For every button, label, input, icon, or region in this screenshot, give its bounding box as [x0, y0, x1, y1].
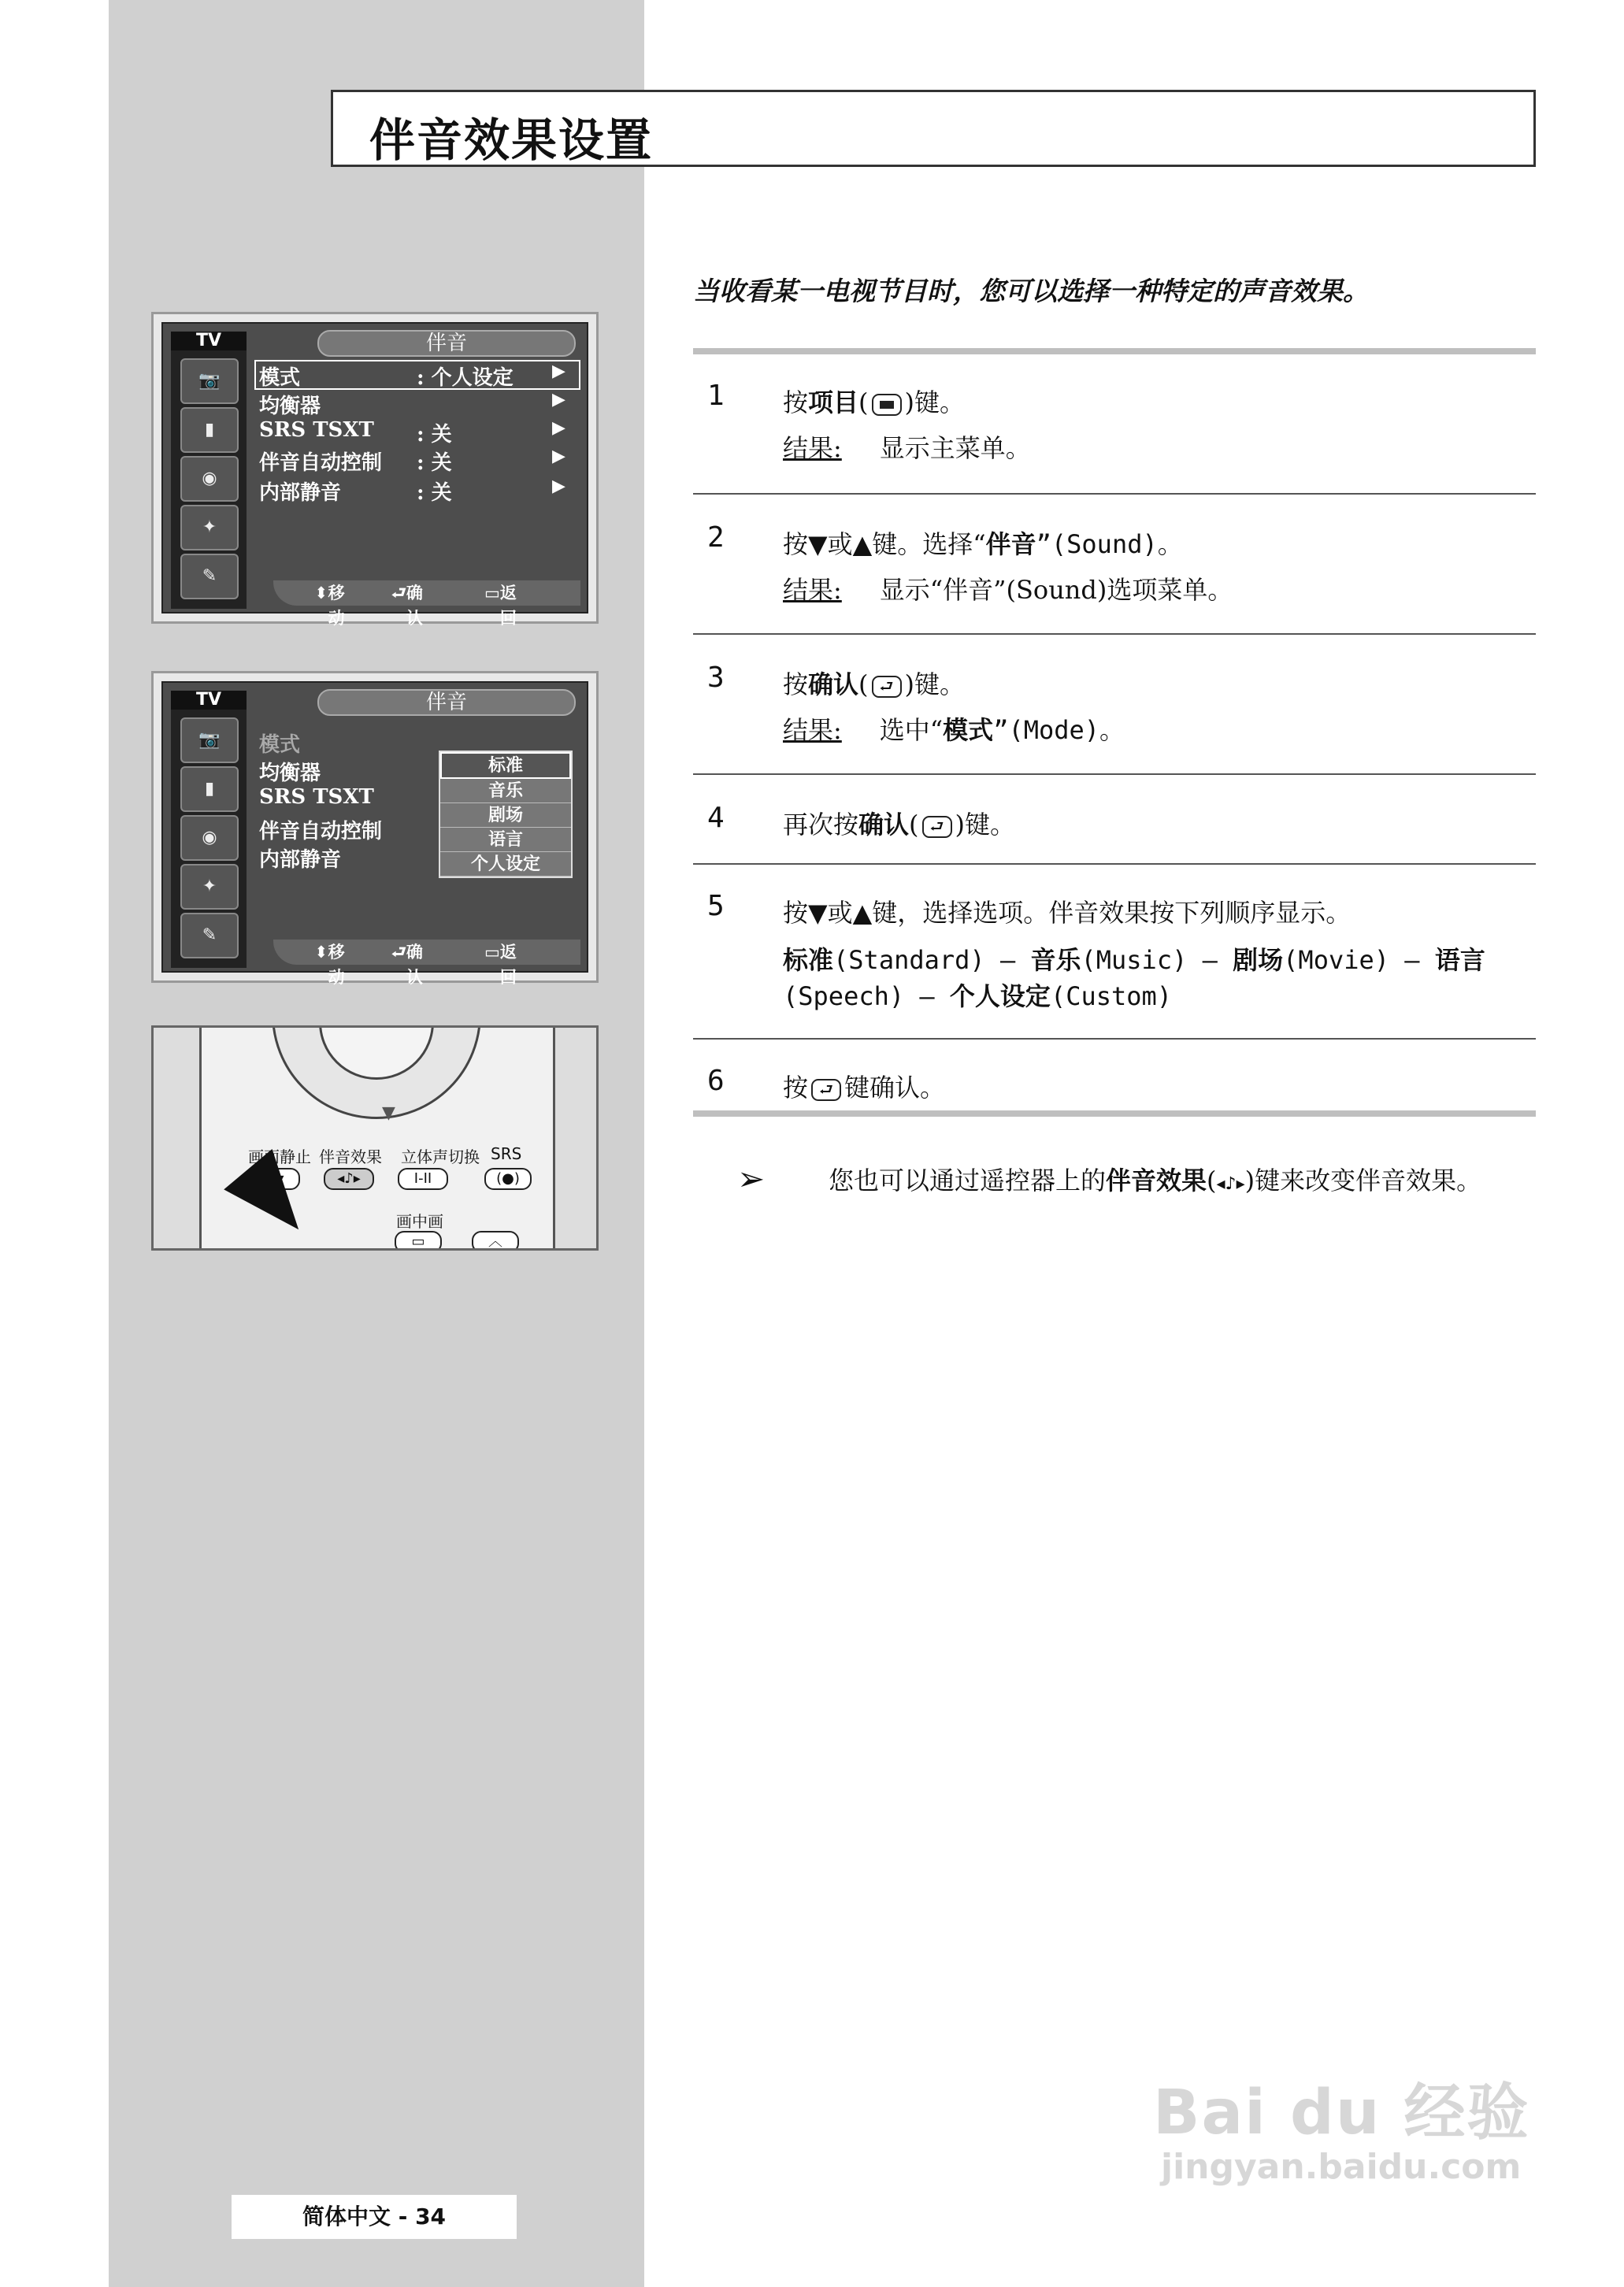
input-icon: ✎ [180, 913, 239, 958]
watermark-brand: Bai du 经验 [1153, 2078, 1530, 2148]
freeze-label: 画面静止 [248, 1147, 311, 1166]
tv-menu-item[interactable]: 伴音自动控制 : 关 ▶ [259, 447, 565, 475]
tv-menu-item[interactable]: SRS TSXT [259, 785, 374, 809]
tv-menu-item[interactable]: 内部静音 [259, 848, 342, 872]
tv-icon-column [171, 350, 247, 609]
watermark-url: jingyan.baidu.com [1161, 2147, 1522, 2187]
tv-menu-item[interactable]: 模式 [259, 733, 301, 757]
sound-icon: ▮ [180, 766, 239, 812]
tv-menu-item[interactable]: SRS TSXT : 关 ▶ [259, 418, 565, 447]
channel-icon: ◉ [180, 456, 239, 502]
tv-menu-item[interactable]: 模式 : 个人设定 ▶ [259, 361, 565, 390]
channel-icon: ◉ [180, 815, 239, 861]
sound-effect-label: 伴音效果 [319, 1147, 382, 1166]
tv-screen-sound-menu [151, 312, 599, 628]
up-button[interactable]: ︿ [472, 1231, 519, 1251]
srs-label: SRS [491, 1144, 522, 1163]
stereo-label: 立体声切换 [401, 1147, 480, 1166]
menu-key-icon [872, 394, 902, 416]
dropdown-option[interactable]: 语言 [440, 828, 571, 852]
tv-tab-label: TV [171, 691, 247, 710]
move-hint: ⬍ 移动 [314, 942, 345, 987]
tv-icon-column [171, 710, 247, 968]
baidu-watermark [1153, 2063, 1530, 2187]
enter-key-icon: ⮐ [811, 1079, 841, 1101]
tv-menu-item[interactable]: 均衡器 [259, 762, 321, 785]
remote-illustration [151, 1025, 599, 1251]
sound-effect-key-icon: ◂♪▸ [1216, 1174, 1245, 1194]
step-1-instruction: 按项目( )键。 [783, 387, 966, 417]
pip-label: 画中画 [396, 1212, 443, 1231]
title-box [331, 90, 1536, 167]
tv-tab-label: TV [171, 332, 247, 350]
step-3-result: 结果: 选中“模式”(Mode)。 [783, 715, 1125, 745]
step-5-sequence: 标准(Standard) – 音乐(Music) – 剧场(Movie) – 语言(Speech) – 个人设定(Custom) [783, 945, 1485, 1011]
enter-hint: ⮐ 确认 [391, 942, 423, 987]
mode-dropdown[interactable] [439, 751, 573, 878]
step-5-instruction: 按▼或▲键，选择选项。伴音效果按下列顺序显示。 [783, 898, 1351, 928]
note-arrow-icon: ➢ [737, 1159, 766, 1198]
step-1-result: 结果: 显示主菜单。 [783, 433, 1031, 463]
stereo-button[interactable]: I-II [398, 1168, 448, 1190]
back-hint: ▭ 返回 [484, 583, 517, 628]
picture-icon: 📷 [180, 358, 239, 404]
tv-menu-header: 伴音 [317, 689, 576, 716]
step-4-number: 4 [707, 802, 725, 834]
page-title: 伴音效果设置 [369, 113, 654, 167]
divider [693, 773, 1536, 775]
page-number: 简体中文 - 34 [232, 2195, 517, 2239]
note-text: 您也可以通过遥控器上的伴音效果(◂♪▸)键来改变伴音效果。 [829, 1166, 1482, 1195]
step-1-number: 1 [707, 380, 725, 412]
bottom-rule [693, 1110, 1536, 1117]
step-4-instruction: 再次按确认( ⮐ )键。 [783, 810, 1016, 840]
step-2-instruction: 按▼或▲键。选择“伴音”(Sound)。 [783, 529, 1183, 559]
tv-menu-item[interactable]: 伴音自动控制 [259, 820, 383, 843]
dropdown-option[interactable]: 音乐 [440, 779, 571, 803]
enter-key-icon: ⮐ [922, 816, 952, 838]
freeze-button[interactable]: ▾ [261, 1168, 300, 1190]
tv-screen-inner [161, 681, 588, 987]
step-2-result: 结果: 显示“伴音”(Sound)选项菜单。 [783, 575, 1233, 605]
sound-icon: ▮ [180, 407, 239, 453]
setup-icon: ✦ [180, 505, 239, 550]
down-arrow-icon: ▼ [382, 1103, 395, 1123]
step-3-number: 3 [707, 662, 725, 694]
tv-menu-item[interactable]: 内部静音 : 关 ▶ [259, 476, 565, 505]
srs-button[interactable]: (●) [484, 1168, 532, 1190]
dropdown-option[interactable]: 剧场 [440, 803, 571, 828]
step-6-instruction: 按 ⮐ 键确认。 [783, 1073, 946, 1103]
step-6-number: 6 [707, 1065, 725, 1097]
tv-footer [273, 940, 580, 987]
divider [693, 493, 1536, 495]
tv-menu-header: 伴音 [317, 330, 576, 357]
sound-effect-button[interactable]: ◂♪▸ [324, 1168, 374, 1190]
tv-footer [273, 580, 580, 628]
setup-icon: ✦ [180, 864, 239, 910]
divider [693, 633, 1536, 635]
intro-text: 当收看某一电视节目时，您可以选择一种特定的声音效果。 [693, 276, 1369, 306]
step-5-number: 5 [707, 890, 725, 922]
step-2-number: 2 [707, 521, 725, 554]
step-3-instruction: 按确认( ⮐ )键。 [783, 669, 966, 699]
pip-button[interactable]: ▭ [395, 1231, 442, 1251]
enter-hint: ⮐ 确认 [391, 583, 423, 628]
dropdown-option[interactable]: 个人设定 [440, 852, 571, 877]
tv-screen-mode-dropdown [151, 671, 599, 987]
tv-menu-item[interactable]: 均衡器 ▶ [259, 390, 565, 418]
enter-key-icon: ⮐ [872, 676, 902, 698]
input-icon: ✎ [180, 554, 239, 599]
move-hint: ⬍ 移动 [314, 583, 345, 628]
top-rule [693, 348, 1536, 354]
picture-icon: 📷 [180, 717, 239, 763]
divider [693, 863, 1536, 865]
dropdown-option[interactable]: 标准 [440, 752, 571, 779]
back-hint: ▭ 返回 [484, 942, 517, 987]
divider [693, 1038, 1536, 1040]
tv-screen-inner [161, 322, 588, 628]
